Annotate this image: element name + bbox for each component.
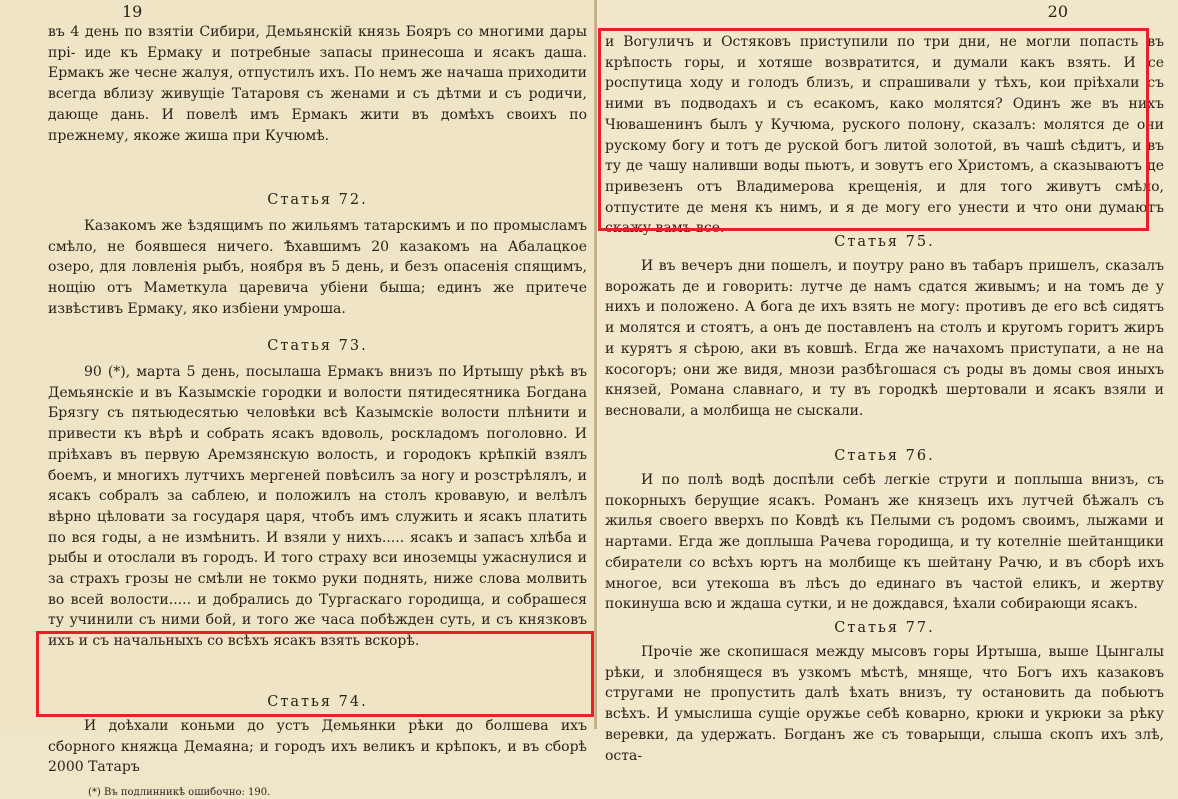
article-74-heading: Статья 74.	[267, 694, 368, 710]
article-72-text: Казакомъ же ѣздящимъ по жильямъ татарскимъ и по промысламъ смѣло, не боявшеся ничего. Ѣхавшимъ 20 казакомъ на Абалацкое озеро, для ловленія рыбъ, ноября въ 5 день, и безъ опасенія спящимъ, нощію отъ Маметкула царевича убіени быша; единъ же притече извѣстивъ Ермаку, яко избіени умроша.	[48, 218, 587, 317]
left-intro-paragraph: въ 4 день по взятіи Сибири, Демьянскій князь Бояръ со многими дары прі- иде къ Ермаку и потребные запасы принесоша и ясакъ даша. Ермакъ же чесне жалуя, отпустилъ ихъ. По немъ же начаша приходити всегда вблизу живущіе Татаровя съ женами и съ дѣтми и съ родичи, дающе дань. И повелѣ имъ Ермакъ жити въ домѣхъ своихъ по прежнему, якоже жиша при Кучюмѣ.	[48, 24, 587, 144]
article-75-text: И въ вечеръ дни пошелъ, и поутру рано въ табаръ пришелъ, сказалъ ворожать де и говорить: лутче де намъ сдатся живымъ; и на томъ де у нихъ и положено. А бога де ихъ взять не могу: противъ де его всѣ сидятъ и молятся и стоятъ, а онъ де поставленъ на столъ и кругомъ горитъ жиръ и курятъ я сѣрою, аки въ ковшѣ. Егда же начахомъ приступати, а не на косогоръ; они же видя, мнози разбѣгошася съ роды въ домы своя иныхъ князей, Романа славнаго, и ту въ городкѣ шертовали и ясакъ взяли и весновали, а молбища не сыскали.	[605, 258, 1164, 419]
right-page	[597, 0, 1178, 764]
article-76-text: И по полѣ водѣ доспѣли себѣ легкіе струги и поплыша внизъ, съ покорныхъ берущие ясакъ. Романъ же князецъ ихъ лутчей бѣжалъ съ жилья своего вверхъ по Ковдѣ къ Пелыми съ родомъ своимъ, лыжами и нартами. Егда же доплыша Рачева городища, и ту котелніе шейтанщики сбиратели со всѣхъ юртъ на молбище къ шейтану Рачю, и въ сборѣ ихъ многое, вси утекоша въ лѣсъ до единаго въ частой еликъ, и жертву покинуша всю и ждаша сутки, и не дождався, ѣхали собирающи ясакъ.	[605, 472, 1164, 613]
article-74-text: И доѣхали коньми до устъ Демьянки рѣки до болшева ихъ сборного княжца Демаяна; и городъ ихъ великъ и крѣпокъ, и въ сборѣ 2000 Татаръ	[48, 718, 587, 776]
article-72-heading: Статья 72.	[267, 192, 368, 208]
article-77-heading: Статья 77.	[834, 620, 935, 636]
article-75-heading: Статья 75.	[834, 234, 935, 250]
left-page-number: 19	[122, 2, 143, 21]
right-intro-paragraph: и Вогуличъ и Остяковъ приступили по три дни, не могли попасть въ крѣпость горы, и хотяше возвратится, и думали какъ взять. И се роспутица ходу и голодъ близъ, и спрашивали у тѣхъ, кои пріѣхали съ ними въ подводахъ и съ есакомъ, како молятся? Одинъ же въ нихъ Чювашенинъ былъ у Кучюма, руского полону, сказалъ: молятся де они рускому богу и тотъ де руской богъ литой золотой, въ чашѣ сѣдитъ, и въ ту де чашу наливши воды пьютъ, и зовутъ его Христомъ, а сказываютъ де привезенъ отъ Владимерова крещенія, и для того живутъ смѣло, отпустите де меня къ нимъ, и я де могу его унести и что они думаютъ скажу вамъ все.	[605, 34, 1164, 237]
article-77-text: Прочіе же скопишася между мысовъ горы Иртыша, выше Цынгалы рѣки, и злобнящеся въ узкомъ мѣстѣ, мняще, что Богъ ихъ казаковъ стругами не пропустить далѣ ѣхать внизъ, ту остановить да побьютъ всѣхъ. И умыслиша сущіе оружье себѣ коварно, крюки и укрюки за рѣку веревки, да удержать. Богданъ же съ товарыщи, слыша скопъ ихъ злѣ, оста-	[605, 644, 1164, 764]
article-76-heading: Статья 76.	[834, 448, 935, 464]
article-73-text: 90 (*), марта 5 день, посылаша Ермакъ внизъ по Иртышу рѣкѣ въ Демьянскіе и въ Казымскіе городки и волости пятидесятника Богдана Брязгу съ пятьюдесятью человѣки всѣ Казымскіе волости плѣнити и привести къ вѣрѣ и собрать ясакъ вдоволь, роскладомъ поголовно. И пріѣхавъ въ первую Аремзянскую волость, и городокъ крѣпкій взялъ боемъ, и многихъ лутчихъ мергеней повѣсилъ за ногу и розстрѣлялъ, и ясакъ собралъ за саблею, и положилъ на столъ кровавую, и велѣлъ вѣрно цѣловати за государя царя, чтобъ имъ служить и ясакъ платить по вся годы, а не измѣнить. И взяли у нихъ..... ясакъ и запасъ хлѣба и рыбы и отослали въ городъ. И того страху вси иноземцы ужаснулися и за страхъ грозы не смѣли не токмо руки поднять, ниже слова молвить во всей волости..... и добрались до Тургаскаго городища, и собрашеся ту учинили съ ними бой, и того же часа побѣжден суть, и съ князковъ ихъ и съ начальныхъ со всѣхъ ясакъ взять вскорѣ.	[48, 364, 587, 650]
article-73-heading: Статья 73.	[267, 338, 368, 354]
right-page-number: 20	[1047, 2, 1068, 21]
footnote: (*) Въ подлинникѣ ошибочно: 190.	[88, 787, 271, 799]
